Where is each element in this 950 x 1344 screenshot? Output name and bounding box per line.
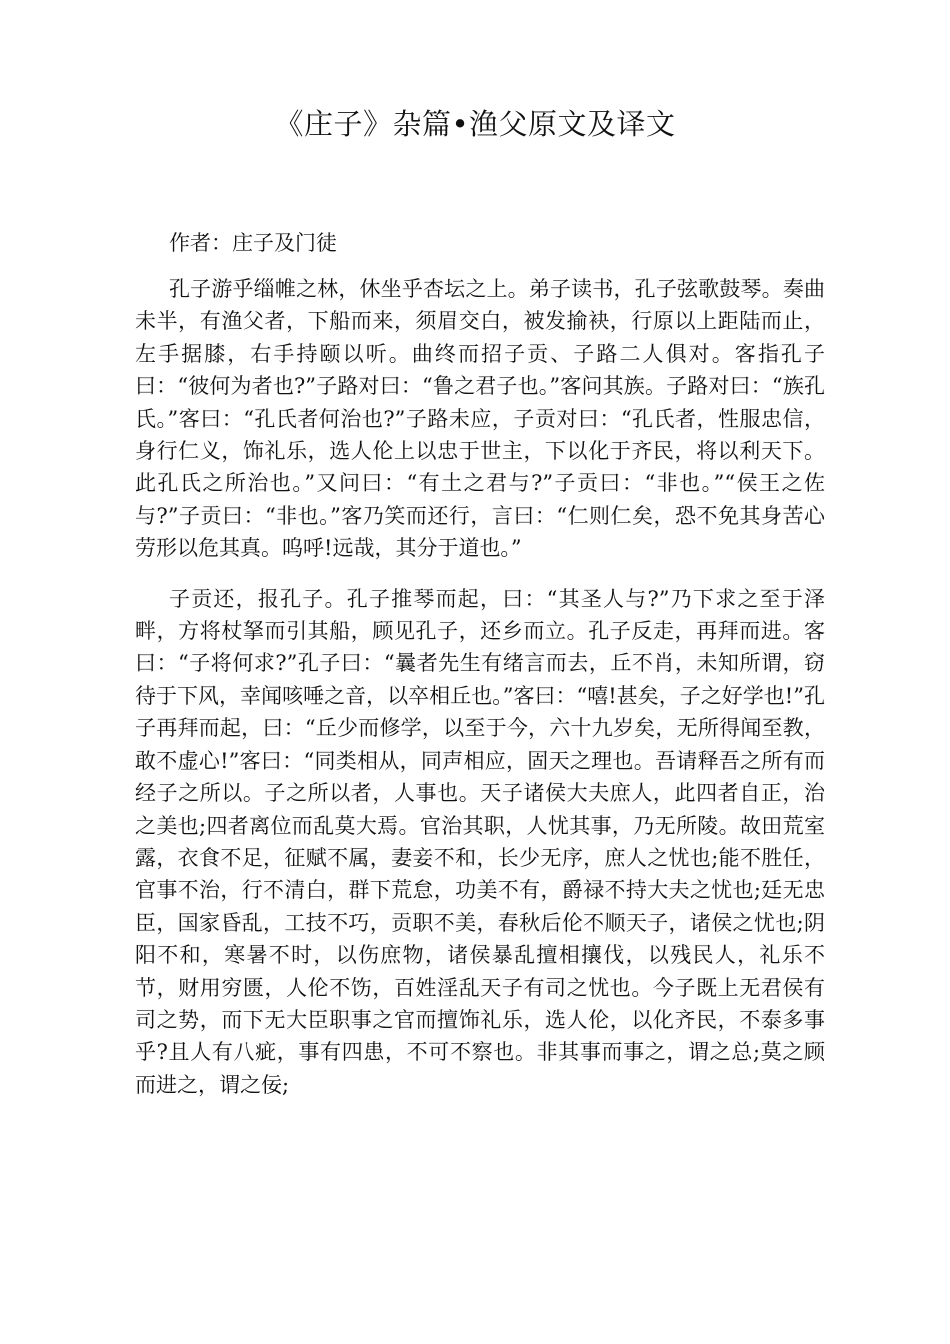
paragraph-2: 子贡还，报孔子。孔子推琴而起，曰：“其圣人与?”乃下求之至于泽畔，方将杖拏而引其船，顾见孔子，还乡而立。孔子反走，再拜而进。客曰：“子将何求?”孔子曰：“曩者先生有绪言而去，丘不肖，未知所谓，窃待于下风，幸闻咳唾之音，以卒相丘也。”客曰：“嘻!甚矣，子之好学也!”孔子再拜而起，曰：“丘少而修学，以至于今，六十九岁矣，无所得闻至教，敢不虚心!”客曰：“同类相从，同声相应，固天之理也。吾请释吾之所有而经子之所以。子之所以者，人事也。天子诸侯大夫庶人，此四者自正，治之美也;四者离位而乱莫大焉。官治其职，人忧其事，乃无所陵。故田荒室露，衣食不足，征赋不属，妻妾不和，长少无序，庶人之忧也;能不胜任，官事不治，行不清白，群下荒怠，功美不有，爵禄不持大夫之忧也;廷无忠臣，国家昏乱，工技不巧，贡职不美，春秋后伦不顺天子，诸侯之忧也;阴阳不和，寒暑不时，以伤庶物，诸侯暴乱擅相攘伐，以残民人，礼乐不节，财用穷匮，人伦不饬，百姓淫乱天子有司之忧也。今子既上无君侯有司之势，而下无大臣职事之官而擅饰礼乐，选人伦，以化齐民，不泰多事乎?且人有八疵，事有四患，不可不察也。非其事而事之，谓之总;莫之顾而进之，谓之佞; bbox=[135, 586, 825, 1097]
document-body bbox=[135, 227, 825, 1101]
paragraph-1: 孔子游乎缁帷之林，休坐乎杏坛之上。弟子读书，孔子弦歌鼓琴。奏曲未半，有渔父者，下船而来，须眉交白，被发揄袂，行原以上距陆而止，左手据膝，右手持颐以听。曲终而招子贡、子路二人俱对。客指孔子曰：“彼何为者也?”子路对曰：“鲁之君子也。”客问其族。子路对曰：“族孔氏。”客曰：“孔氏者何治也?”子路未应，子贡对曰：“孔氏者，性服忠信，身行仁义，饰礼乐，选人伦上以忠于世主，下以化于齐民，将以利天下。此孔氏之所治也。”又问曰：“有土之君与?”子贡曰：“非也。”“侯王之佐与?”子贡曰：“非也。”客乃笑而还行，言曰：“仁则仁矣，恐不免其身苦心劳形以危其真。呜呼!远哉，其分于道也。” bbox=[135, 277, 825, 561]
document-title: 《庄子》杂篇•渔父原文及译文 bbox=[274, 107, 676, 141]
author-line: 作者：庄子及门徒 bbox=[169, 231, 337, 255]
